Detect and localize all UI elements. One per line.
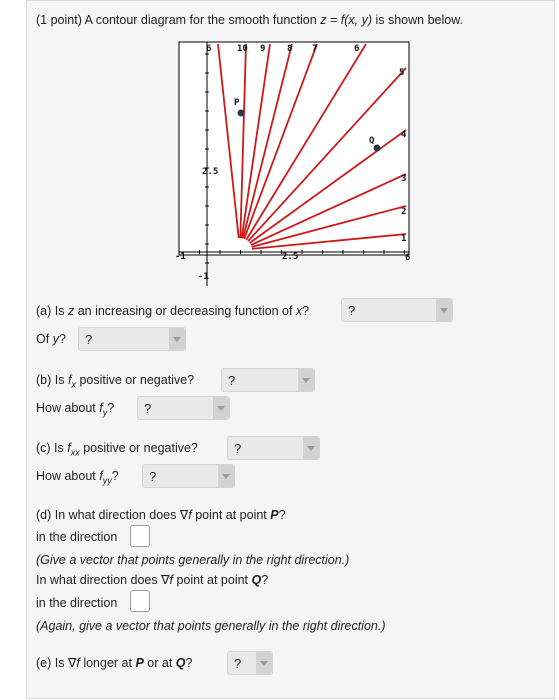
question-a-y-select[interactable]: ? bbox=[78, 327, 186, 351]
chevron-down-icon bbox=[298, 369, 314, 391]
top-label-7: 7 bbox=[312, 44, 318, 54]
chevron-down-icon bbox=[436, 299, 452, 321]
contour-diagram bbox=[174, 40, 413, 287]
question-e-text: (e) Is ∇f longer at P or at Q? bbox=[36, 656, 193, 670]
question-a-x-select[interactable]: ? bbox=[341, 298, 453, 322]
top-label-6a: 6 bbox=[206, 44, 212, 54]
right-label-2: 2 bbox=[401, 207, 407, 217]
chevron-down-icon bbox=[218, 465, 234, 487]
right-label-3: 3 bbox=[401, 174, 407, 184]
question-a-text: (a) Is z an increasing or decreasing function of x? bbox=[36, 304, 310, 318]
x-axis-label-neg1: -1 bbox=[175, 252, 186, 262]
question-c-text: (c) Is $f_{xx}$ positive or negative? bbox=[36, 441, 198, 458]
top-label-10: 10 bbox=[237, 44, 248, 54]
top-label-8: 8 bbox=[287, 44, 293, 54]
question-d-p-text: (d) In what direction does ∇f point at point P? bbox=[36, 508, 286, 522]
question-c-fyy-text: How about $f_{yy}$? bbox=[36, 469, 119, 486]
question-a-y-text: Of y? bbox=[36, 332, 66, 346]
question-b-fy-select[interactable]: ? bbox=[137, 396, 230, 420]
contour-plot-svg bbox=[174, 40, 413, 287]
question-d-p-direction-label: in the direction bbox=[36, 530, 118, 544]
top-label-6b: 6 bbox=[354, 44, 360, 54]
gradient-p-direction-input[interactable] bbox=[130, 525, 150, 547]
question-b-text: (b) Is $f_x$ positive or negative? bbox=[36, 373, 195, 390]
right-label-1: 1 bbox=[401, 234, 407, 244]
question-b-fy-text: How about $f_y$? bbox=[36, 401, 115, 418]
x-axis-label-6: 6 bbox=[405, 253, 411, 263]
point-p bbox=[238, 110, 245, 117]
chevron-down-icon bbox=[213, 397, 229, 419]
y-axis-label-2-5: 2.5 bbox=[202, 167, 219, 177]
question-c-fyy-select[interactable]: ? bbox=[142, 464, 235, 488]
point-q bbox=[374, 145, 381, 152]
chevron-down-icon bbox=[256, 652, 272, 674]
question-c-fxx-select[interactable]: ? bbox=[227, 436, 320, 460]
x-axis-label-2-5: 2.5 bbox=[282, 252, 299, 262]
question-b-fx-select[interactable]: ? bbox=[221, 368, 315, 392]
right-label-4: 4 bbox=[401, 130, 407, 140]
chevron-down-icon bbox=[169, 328, 185, 350]
y-axis-label-neg1: -1 bbox=[198, 272, 209, 282]
problem-statement: (1 point) A contour diagram for the smooth function z = f(x, y) is shown below. bbox=[36, 13, 464, 27]
point-p-label: P bbox=[234, 98, 240, 108]
question-d-q-direction-label: in the direction bbox=[36, 596, 118, 610]
chevron-down-icon bbox=[303, 437, 319, 459]
right-label-5: 5 bbox=[399, 68, 405, 78]
top-label-9: 9 bbox=[260, 44, 266, 54]
question-d-hint-1: (Give a vector that points generally in the right direction.) bbox=[36, 553, 350, 567]
question-d-hint-2: (Again, give a vector that points generally in the right direction.) bbox=[36, 619, 386, 633]
question-e-select[interactable]: ? bbox=[227, 651, 273, 675]
point-q-label: Q bbox=[369, 136, 375, 146]
question-d-q-text: In what direction does ∇f point at point Q? bbox=[36, 573, 269, 587]
gradient-q-direction-input[interactable] bbox=[130, 590, 150, 612]
